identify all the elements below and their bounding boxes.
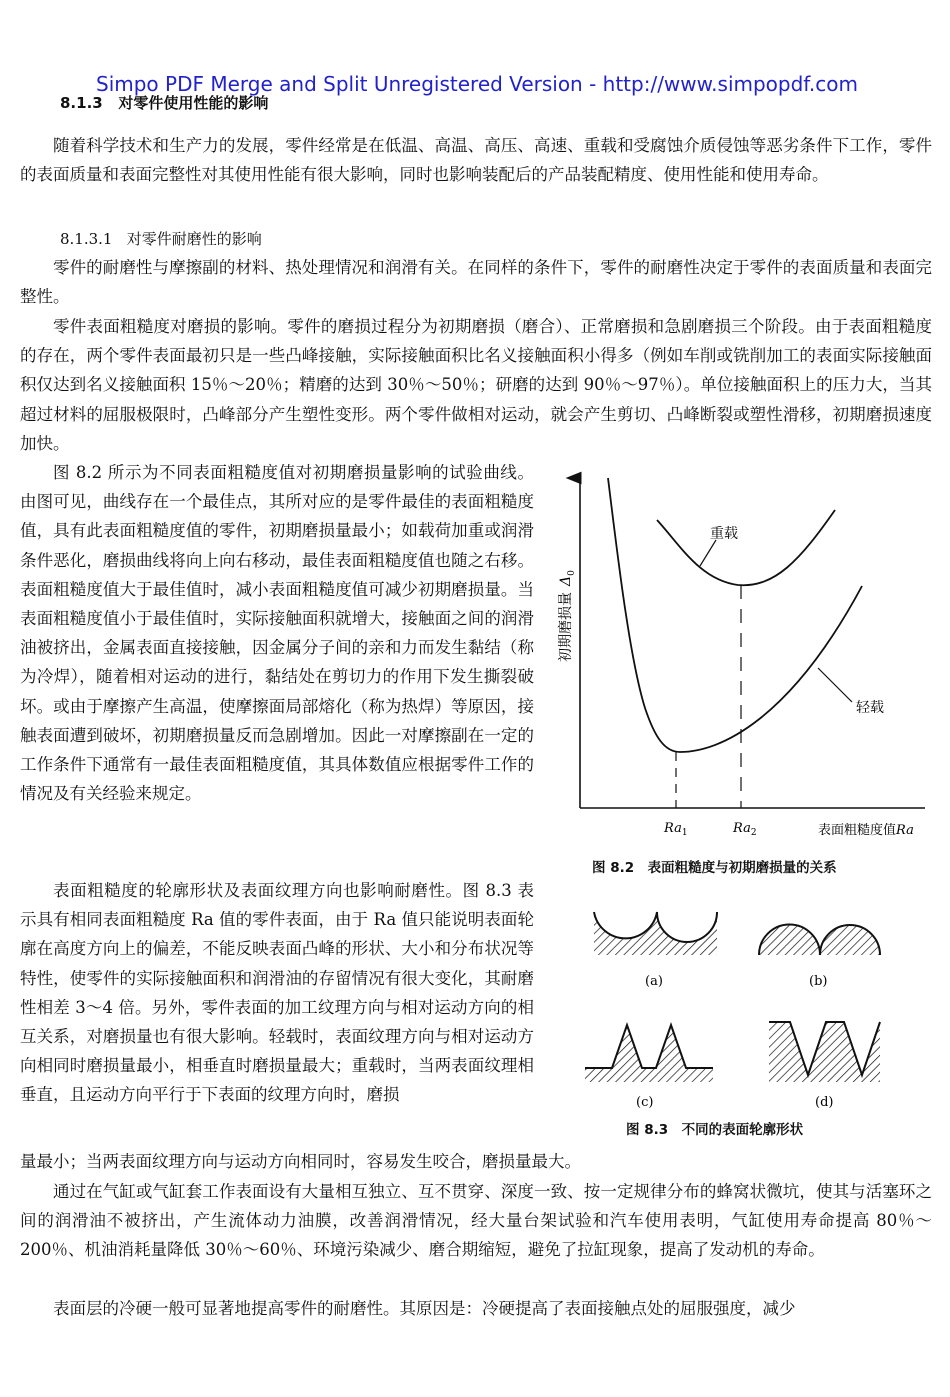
subsection-number: 8.1.3.1 bbox=[60, 230, 113, 248]
heavy-load-label: 重载 bbox=[710, 526, 738, 542]
paragraph-profile-texture-end: 量最小；当两表面纹理方向与运动方向相同时，容易发生咬合，磨损量最大。 bbox=[20, 1152, 581, 1171]
y-axis-label: 初期磨损量$\Delta_0$ bbox=[558, 570, 577, 662]
figure-8-2-caption: 图 8.2 表面粗糙度与初期磨损量的关系 bbox=[592, 860, 837, 876]
watermark-banner: Simpo PDF Merge and Split Unregistered Version - http://www.simpopdf.com bbox=[96, 72, 858, 96]
paragraph-honeycomb-cylinder: 通过在气缸或气缸套工作表面设有大量相互独立、互不贯穿、深度一致、按一定规律分布的蜂窝状微坑，使其与活塞环之间的润滑油不被挤出，产生流体动力油膜，改善润滑情况，经大量台架试验和汽车使用表明，气缸使用寿命提高 80％～200％、机油消耗量降低 30％～60％、环境污染减少、磨合期缩短，避免了拉缸现象，提高了发动机的寿命。 bbox=[20, 1182, 932, 1260]
section-number: 8.1.3 bbox=[60, 94, 103, 112]
intro-paragraph: 随着科学技术和生产力的发展，零件经常是在低温、高温、高压、高速、重载和受腐蚀介质侵蚀等恶劣条件下工作，零件的表面质量和表面完整性对其使用性能有很大影响，同时也影响装配后的产品装配精度、使用性能和使用寿命。 bbox=[20, 136, 932, 185]
profile-label-c: (c) bbox=[636, 1095, 654, 1110]
profile-c bbox=[585, 1025, 713, 1082]
paragraph-wear-factors: 零件的耐磨性与摩擦副的材料、热处理情况和润滑有关。在同样的条件下，零件的耐磨性决定于零件的表面质量和表面完整性。 bbox=[20, 258, 932, 307]
paragraph-profile-texture: 表面粗糙度的轮廓形状及表面纹理方向也影响耐磨性。图 8.3 表示具有相同表面粗糙度 Ra 值的零件表面，由于 Ra 值只能说明表面轮廓在高度方向上的偏差，不能反映表面凸峰的形状、大小和分布状况等特性，使零件的实际接触面积和润滑油的存留情况有很大变化，其耐磨性相差 3～4 倍。另外，零件表面的加工纹理方向与相对运动方向的相互关系，对磨损量也有很大影响。轻载时，表面纹理方向与相对运动方向相同时磨损量最小，相垂直时磨损量最大；重载时，当两表面纹理相垂直，且运动方向平行于下表面的纹理方向时，磨损 bbox=[20, 881, 534, 1105]
profile-label-b: (b) bbox=[809, 974, 828, 989]
paragraph-cold-hardening: 表面层的冷硬一般可显著地提高零件的耐磨性。其原因是：冷硬提高了表面接触点处的屈服强度，减少 bbox=[53, 1299, 796, 1318]
tick-ra1: $Ra_1$ bbox=[664, 821, 688, 838]
light-load-label: 轻载 bbox=[856, 700, 884, 716]
tick-ra2: $Ra_2$ bbox=[733, 821, 757, 838]
paragraph-roughness-wear: 零件表面粗糙度对磨损的影响。零件的磨损过程分为初期磨损（磨合）、正常磨损和急剧磨损三个阶段。由于表面粗糙度的存在，两个零件表面最初只是一些凸峰接触，实际接触面积比名义接触面积小得多（例如车削或铣削加工的表面实际接触面积仅达到名义接触面积 15％～20％；精磨的达到 30％～50％；研磨的达到 90％～97％）。单位接触面积上的压力大，当其超过材料的屈服极限时，凸峰部分产生塑性变形。两个零件做相对运动，就会产生剪切、凸峰断裂或塑性滑移，初期磨损速度加快。 bbox=[20, 317, 932, 453]
profile-label-d: (d) bbox=[815, 1095, 834, 1110]
section-title: 对零件使用性能的影响 bbox=[118, 94, 269, 112]
profile-label-a: (a) bbox=[645, 974, 663, 989]
paragraph-fig82-description: 图 8.2 所示为不同表面粗糙度值对初期磨损量影响的试验曲线。由图可见，曲线存在一个最佳点，其所对应的是零件最佳的表面粗糙度值，具有此表面粗糙度值的零件，初期磨损量最小；如载荷加重或润滑条件恶化，磨损曲线将向上向右移动，最佳表面粗糙度值也随之右移。表面粗糙度值大于最佳值时，减小表面粗糙度值可减少初期磨损量。当表面粗糙度值小于最佳值时，实际接触面积就增大，接触面之间的润滑油被挤出，金属表面直接接触，因金属分子间的亲和力而发生黏结（称为冷焊），随着相对运动的进行，黏结处在剪切力的作用下发生撕裂破坏。或由于摩擦产生高温，使摩擦面局部熔化（称为热焊）等原因，接触表面遭到破坏，初期磨损量反而急剧增加。因此一对摩擦副在一定的工作条件下通常有一最佳表面粗糙度值，其具体数值应根据零件工作的情况及有关经验来规定。 bbox=[20, 463, 534, 804]
x-axis-label: 表面粗糙度值Ra bbox=[818, 823, 914, 838]
figure-8-3-caption: 图 8.3 不同的表面轮廓形状 bbox=[626, 1122, 804, 1138]
subsection-title: 对零件耐磨性的影响 bbox=[126, 230, 262, 248]
